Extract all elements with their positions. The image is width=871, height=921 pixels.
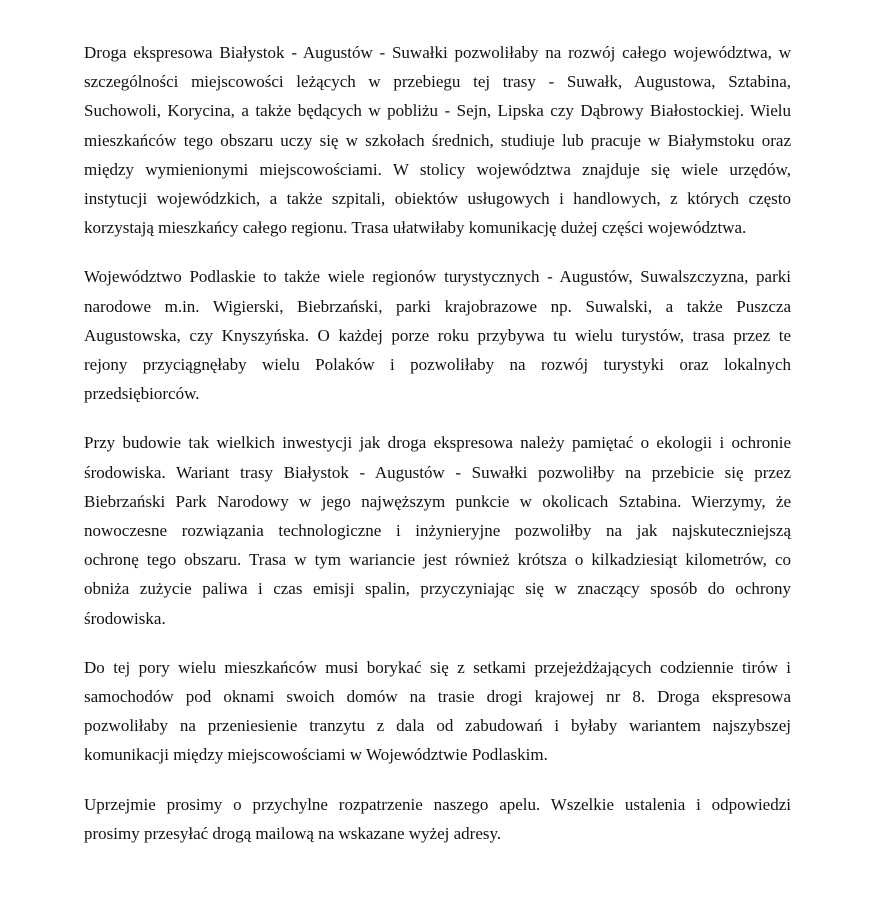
text-line: Augustowska, czy Knyszyńska. O każdej porze roku przybywa tu wielu turystów, trasa przez te (84, 325, 791, 345)
text-line: między wymienionymi miejscowościami. W stolicy województwa znajduje się wiele urzędów, (84, 159, 791, 179)
text-line: Suchowoli, Korycina, a także będących w pobliżu - Sejn, Lipska czy Dąbrowy Białostockiej. Wielu (84, 101, 791, 121)
text-line: Do tej pory wielu mieszkańców musi borykać się z setkami przejeżdżających codziennie tirów i (84, 657, 791, 677)
text-line: Droga ekspresowa Białystok - Augustów - Suwałki pozwoliłaby na rozwój całego województwa, w (84, 43, 791, 62)
text-line: szczególności miejscowości leżących w przebiegu tej trasy - Suwałk, Augustowa, Sztabina, (84, 72, 791, 92)
paragraph-5 (84, 790, 791, 848)
text-line: narodowe m.in. Wigierski, Biebrzański, parki krajobrazowe np. Suwalski, a także Puszcza (84, 296, 791, 316)
paragraph-4 (84, 653, 791, 770)
text-line: samochodów pod oknami swoich domów na trasie drogi krajowej nr 8. Droga ekspresowa (84, 687, 791, 707)
text-line: Przy budowie tak wielkich inwestycji jak droga ekspresowa należy pamiętać o ekologii i ochronie (84, 433, 791, 453)
text-line: mieszkańców tego obszaru uczy się w szkołach średnich, studiuje lub pracuje w Białymstoku oraz (84, 130, 791, 150)
text-line: przedsiębiorców. (84, 384, 200, 404)
text-line: obniża zużycie paliwa i czas emisji spalin, przyczyniając się w znaczący sposób do ochrony (84, 579, 791, 599)
document-page (84, 38, 791, 868)
paragraph-2 (84, 262, 791, 408)
paragraph-1 (84, 38, 791, 242)
text-line: Biebrzański Park Narodowy w jego najwęższym punkcie w okolicach Sztabina. Wierzymy, że (84, 491, 791, 511)
paragraph-3 (84, 428, 791, 632)
text-line: środowiska. (84, 608, 166, 628)
text-line: komunikacji między miejscowościami w Województwie Podlaskim. (84, 745, 548, 765)
text-line: prosimy przesyłać drogą mailową na wskazane wyżej adresy. (84, 823, 502, 843)
text-line: Województwo Podlaskie to także wiele regionów turystycznych - Augustów, Suwalszczyzna, parki (84, 267, 791, 287)
text-line: środowiska. Wariant trasy Białystok - Augustów - Suwałki pozwoliłby na przebicie się przez (84, 462, 791, 482)
text-line: nowoczesne rozwiązania technologiczne i inżynieryjne pozwoliłby na jak najskuteczniejszą (84, 521, 791, 541)
text-line: ochronę tego obszaru. Trasa w tym wariancie jest również krótsza o kilkadziesiąt kilometrów, co (84, 550, 791, 570)
text-line: pozwoliłaby na przeniesienie tranzytu z dala od zabudowań i byłaby wariantem najszybszej (84, 716, 791, 736)
text-line: korzystają mieszkańcy całego regionu. Trasa ułatwiłaby komunikację dużej części województwa. (84, 218, 747, 238)
text-line: Uprzejmie prosimy o przychylne rozpatrzenie naszego apelu. Wszelkie ustalenia i odpowiedzi (84, 794, 791, 814)
text-line: rejony przyciągnęłaby wielu Polaków i pozwoliłaby na rozwój turystyki oraz lokalnych (84, 355, 791, 375)
text-line: instytucji wojewódzkich, a także szpitali, obiektów usługowych i handlowych, z których często (84, 189, 791, 209)
